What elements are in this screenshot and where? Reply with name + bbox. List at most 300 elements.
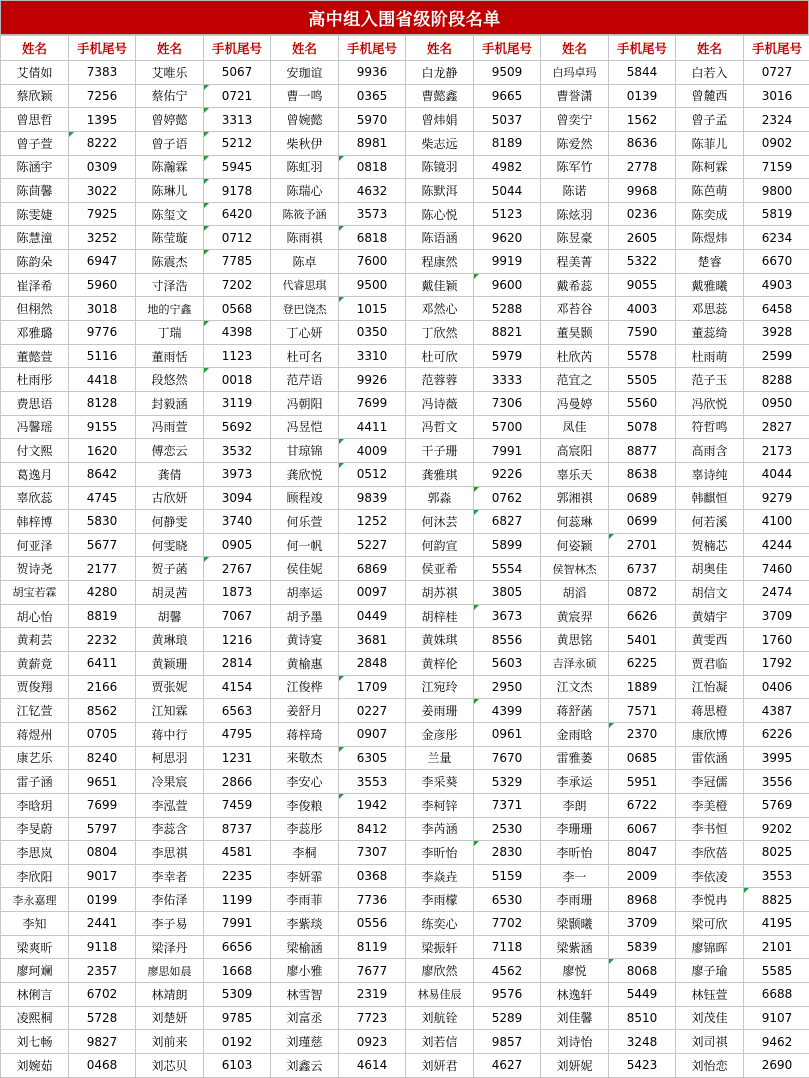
student-name-cell[interactable]: 陈玺文 [136, 202, 204, 226]
student-name-cell[interactable]: 蒋思橙 [676, 699, 744, 723]
phone-suffix-cell[interactable]: 7307 [339, 841, 406, 865]
phone-suffix-cell[interactable]: 5578 [609, 344, 676, 368]
phone-suffix-cell[interactable]: 8240 [69, 746, 136, 770]
student-name-cell[interactable]: 李美橙 [676, 793, 744, 817]
phone-suffix-cell[interactable]: 3928 [744, 321, 809, 345]
student-name-cell[interactable]: 黄榆惠 [271, 652, 339, 676]
phone-suffix-cell[interactable]: 8638 [609, 462, 676, 486]
student-name-cell[interactable]: 冯馨瑶 [1, 415, 69, 439]
student-name-cell[interactable]: 何雯晓 [136, 533, 204, 557]
student-name-cell[interactable]: 柴秋伊 [271, 131, 339, 155]
phone-suffix-cell[interactable]: 9226 [474, 462, 541, 486]
student-name-cell[interactable]: 陈炫羽 [541, 202, 609, 226]
phone-suffix-cell[interactable]: 5819 [744, 202, 809, 226]
student-name-cell[interactable]: 曾炜娟 [406, 108, 474, 132]
phone-suffix-cell[interactable]: 2166 [69, 675, 136, 699]
student-name-cell[interactable]: 江宛玲 [406, 675, 474, 699]
student-name-cell[interactable]: 董蕊绮 [676, 321, 744, 345]
student-name-cell[interactable]: 廖锦晖 [676, 935, 744, 959]
student-name-cell[interactable]: 黄颖珊 [136, 652, 204, 676]
phone-suffix-cell[interactable]: 2530 [474, 817, 541, 841]
student-name-cell[interactable]: 刘婉茹 [1, 1053, 69, 1077]
student-name-cell[interactable]: 李佑泽 [136, 888, 204, 912]
student-name-cell[interactable]: 李蕊彤 [271, 817, 339, 841]
phone-suffix-cell[interactable]: 6656 [204, 935, 271, 959]
student-name-cell[interactable]: 吉泽永硕 [541, 652, 609, 676]
phone-suffix-cell[interactable]: 8412 [339, 817, 406, 841]
phone-suffix-cell[interactable]: 1015 [339, 297, 406, 321]
phone-suffix-cell[interactable]: 8119 [339, 935, 406, 959]
phone-suffix-cell[interactable]: 5560 [609, 391, 676, 415]
student-name-cell[interactable]: 符哲鸣 [676, 415, 744, 439]
student-name-cell[interactable]: 冯诗薇 [406, 391, 474, 415]
student-name-cell[interactable]: 胡滔 [541, 581, 609, 605]
phone-suffix-cell[interactable]: 7202 [204, 273, 271, 297]
phone-suffix-cell[interactable]: 8510 [609, 1006, 676, 1030]
phone-suffix-cell[interactable]: 3553 [339, 770, 406, 794]
phone-suffix-cell[interactable]: 0350 [339, 321, 406, 345]
student-name-cell[interactable]: 胡心怡 [1, 604, 69, 628]
student-name-cell[interactable]: 登巴饶杰 [271, 297, 339, 321]
student-name-cell[interactable]: 刘前来 [136, 1030, 204, 1054]
student-name-cell[interactable]: 李冠儒 [676, 770, 744, 794]
phone-suffix-cell[interactable]: 9202 [744, 817, 809, 841]
phone-suffix-cell[interactable]: 6305 [339, 746, 406, 770]
student-name-cell[interactable]: 辜诗纯 [676, 462, 744, 486]
student-name-cell[interactable]: 李采葵 [406, 770, 474, 794]
student-name-cell[interactable]: 封毅涵 [136, 391, 204, 415]
phone-suffix-cell[interactable]: 0199 [69, 888, 136, 912]
phone-suffix-cell[interactable]: 8737 [204, 817, 271, 841]
phone-suffix-cell[interactable]: 2701 [609, 533, 676, 557]
student-name-cell[interactable]: 刘瑾慈 [271, 1030, 339, 1054]
student-name-cell[interactable]: 林逸轩 [541, 982, 609, 1006]
student-name-cell[interactable]: 黄莉芸 [1, 628, 69, 652]
phone-suffix-cell[interactable]: 7991 [474, 439, 541, 463]
student-name-cell[interactable]: 黄诗宴 [271, 628, 339, 652]
phone-suffix-cell[interactable]: 4244 [744, 533, 809, 557]
phone-suffix-cell[interactable]: 3709 [609, 912, 676, 936]
phone-suffix-cell[interactable]: 3119 [204, 391, 271, 415]
phone-suffix-cell[interactable]: 5322 [609, 250, 676, 274]
phone-suffix-cell[interactable]: 3022 [69, 179, 136, 203]
phone-suffix-cell[interactable]: 5769 [744, 793, 809, 817]
student-name-cell[interactable]: 冯朝阳 [271, 391, 339, 415]
phone-suffix-cell[interactable]: 0699 [609, 510, 676, 534]
student-name-cell[interactable]: 蒋舒菡 [541, 699, 609, 723]
student-name-cell[interactable]: 邓然心 [406, 297, 474, 321]
phone-suffix-cell[interactable]: 0556 [339, 912, 406, 936]
student-name-cell[interactable]: 陈琳儿 [136, 179, 204, 203]
student-name-cell[interactable]: 胡苏祺 [406, 581, 474, 605]
student-name-cell[interactable]: 郭湘祺 [541, 486, 609, 510]
phone-suffix-cell[interactable]: 0705 [69, 722, 136, 746]
phone-suffix-cell[interactable]: 3995 [744, 746, 809, 770]
student-name-cell[interactable]: 江钇萱 [1, 699, 69, 723]
phone-suffix-cell[interactable]: 9800 [744, 179, 809, 203]
student-name-cell[interactable]: 陈菲儿 [676, 131, 744, 155]
student-name-cell[interactable]: 陈慧潼 [1, 226, 69, 250]
student-name-cell[interactable]: 陈震杰 [136, 250, 204, 274]
phone-suffix-cell[interactable]: 6947 [69, 250, 136, 274]
student-name-cell[interactable]: 冷果宸 [136, 770, 204, 794]
phone-suffix-cell[interactable]: 2778 [609, 155, 676, 179]
phone-suffix-cell[interactable]: 1252 [339, 510, 406, 534]
phone-suffix-cell[interactable]: 3681 [339, 628, 406, 652]
student-name-cell[interactable]: 程康然 [406, 250, 474, 274]
student-name-cell[interactable]: 何蕊琳 [541, 510, 609, 534]
student-name-cell[interactable]: 曾婉懿 [271, 108, 339, 132]
student-name-cell[interactable]: 蒋中行 [136, 722, 204, 746]
phone-suffix-cell[interactable]: 9776 [69, 321, 136, 345]
student-name-cell[interactable]: 何乐萱 [271, 510, 339, 534]
student-name-cell[interactable]: 贾君临 [676, 652, 744, 676]
phone-suffix-cell[interactable]: 2848 [339, 652, 406, 676]
phone-suffix-cell[interactable]: 2950 [474, 675, 541, 699]
student-name-cell[interactable]: 柴志远 [406, 131, 474, 155]
phone-suffix-cell[interactable]: 5839 [609, 935, 676, 959]
student-name-cell[interactable]: 陈卓 [271, 250, 339, 274]
student-name-cell[interactable]: 曹一鸣 [271, 84, 339, 108]
student-name-cell[interactable]: 蒋梓琦 [271, 722, 339, 746]
student-name-cell[interactable]: 陈韵朵 [1, 250, 69, 274]
student-name-cell[interactable]: 廖欣然 [406, 959, 474, 983]
phone-suffix-cell[interactable]: 3532 [204, 439, 271, 463]
phone-suffix-cell[interactable]: 1889 [609, 675, 676, 699]
phone-suffix-cell[interactable]: 6688 [744, 982, 809, 1006]
student-name-cell[interactable]: 戴希蕊 [541, 273, 609, 297]
phone-suffix-cell[interactable]: 5830 [69, 510, 136, 534]
student-name-cell[interactable]: 侯佳妮 [271, 557, 339, 581]
phone-suffix-cell[interactable]: 8128 [69, 391, 136, 415]
phone-suffix-cell[interactable]: 8636 [609, 131, 676, 155]
student-name-cell[interactable]: 陈爱然 [541, 131, 609, 155]
phone-suffix-cell[interactable]: 2814 [204, 652, 271, 676]
student-name-cell[interactable]: 来敬杰 [271, 746, 339, 770]
student-name-cell[interactable]: 曾婷懿 [136, 108, 204, 132]
phone-suffix-cell[interactable]: 5505 [609, 368, 676, 392]
student-name-cell[interactable]: 梁可欣 [676, 912, 744, 936]
phone-suffix-cell[interactable]: 5227 [339, 533, 406, 557]
phone-suffix-cell[interactable]: 6869 [339, 557, 406, 581]
student-name-cell[interactable]: 高宸阳 [541, 439, 609, 463]
phone-suffix-cell[interactable]: 0727 [744, 61, 809, 85]
student-name-cell[interactable]: 贺子菡 [136, 557, 204, 581]
student-name-cell[interactable]: 董懿萱 [1, 344, 69, 368]
phone-suffix-cell[interactable]: 3805 [474, 581, 541, 605]
student-name-cell[interactable]: 李泓萱 [136, 793, 204, 817]
student-name-cell[interactable]: 何亚泽 [1, 533, 69, 557]
phone-suffix-cell[interactable]: 0689 [609, 486, 676, 510]
phone-suffix-cell[interactable]: 6827 [474, 510, 541, 534]
phone-suffix-cell[interactable]: 6226 [744, 722, 809, 746]
phone-suffix-cell[interactable]: 7460 [744, 557, 809, 581]
student-name-cell[interactable]: 曾子孟 [676, 108, 744, 132]
phone-suffix-cell[interactable]: 9919 [474, 250, 541, 274]
student-name-cell[interactable]: 姜舒月 [271, 699, 339, 723]
student-name-cell[interactable]: 陈昱豪 [541, 226, 609, 250]
student-name-cell[interactable]: 葛逸月 [1, 462, 69, 486]
student-name-cell[interactable]: 白龙静 [406, 61, 474, 85]
phone-suffix-cell[interactable]: 5945 [204, 155, 271, 179]
phone-suffix-cell[interactable]: 6411 [69, 652, 136, 676]
student-name-cell[interactable]: 郭淼 [406, 486, 474, 510]
student-name-cell[interactable]: 胡灵茜 [136, 581, 204, 605]
student-name-cell[interactable]: 梁爽昕 [1, 935, 69, 959]
student-name-cell[interactable]: 范芹语 [271, 368, 339, 392]
student-name-cell[interactable]: 林雪智 [271, 982, 339, 1006]
phone-suffix-cell[interactable]: 3310 [339, 344, 406, 368]
phone-suffix-cell[interactable]: 1199 [204, 888, 271, 912]
student-name-cell[interactable]: 曾麓西 [676, 84, 744, 108]
phone-suffix-cell[interactable]: 4044 [744, 462, 809, 486]
phone-suffix-cell[interactable]: 5116 [69, 344, 136, 368]
phone-suffix-cell[interactable]: 9857 [474, 1030, 541, 1054]
phone-suffix-cell[interactable]: 6563 [204, 699, 271, 723]
student-name-cell[interactable]: 刘妍君 [406, 1053, 474, 1077]
student-name-cell[interactable]: 何韵宣 [406, 533, 474, 557]
student-name-cell[interactable]: 李思岚 [1, 841, 69, 865]
phone-suffix-cell[interactable]: 3973 [204, 462, 271, 486]
phone-suffix-cell[interactable]: 4195 [744, 912, 809, 936]
phone-suffix-cell[interactable]: 2599 [744, 344, 809, 368]
student-name-cell[interactable]: 廖小雅 [271, 959, 339, 983]
student-name-cell[interactable]: 李思祺 [136, 841, 204, 865]
phone-suffix-cell[interactable]: 0950 [744, 391, 809, 415]
phone-suffix-cell[interactable]: 6702 [69, 982, 136, 1006]
phone-suffix-cell[interactable]: 1216 [204, 628, 271, 652]
student-name-cell[interactable]: 陈茴馨 [1, 179, 69, 203]
student-name-cell[interactable]: 董雨恬 [136, 344, 204, 368]
student-name-cell[interactable]: 黄婧宇 [676, 604, 744, 628]
phone-suffix-cell[interactable]: 9509 [474, 61, 541, 85]
student-name-cell[interactable]: 贺楠芯 [676, 533, 744, 557]
student-name-cell[interactable]: 曾子语 [136, 131, 204, 155]
phone-suffix-cell[interactable]: 5289 [474, 1006, 541, 1030]
phone-suffix-cell[interactable]: 8189 [474, 131, 541, 155]
phone-suffix-cell[interactable]: 2324 [744, 108, 809, 132]
student-name-cell[interactable]: 安珈谊 [271, 61, 339, 85]
phone-suffix-cell[interactable]: 2235 [204, 864, 271, 888]
student-name-cell[interactable]: 梁振轩 [406, 935, 474, 959]
student-name-cell[interactable]: 陈军竹 [541, 155, 609, 179]
student-name-cell[interactable]: 李承运 [541, 770, 609, 794]
student-name-cell[interactable]: 古欣妍 [136, 486, 204, 510]
student-name-cell[interactable]: 杜可名 [271, 344, 339, 368]
phone-suffix-cell[interactable]: 8562 [69, 699, 136, 723]
student-name-cell[interactable]: 李芮涵 [406, 817, 474, 841]
phone-suffix-cell[interactable]: 7590 [609, 321, 676, 345]
student-name-cell[interactable]: 李雨珊 [541, 888, 609, 912]
phone-suffix-cell[interactable]: 9620 [474, 226, 541, 250]
student-name-cell[interactable]: 梁紫涵 [541, 935, 609, 959]
phone-suffix-cell[interactable]: 8642 [69, 462, 136, 486]
student-name-cell[interactable]: 杜雨萌 [676, 344, 744, 368]
student-name-cell[interactable]: 韩麒恒 [676, 486, 744, 510]
student-name-cell[interactable]: 邓思蕊 [676, 297, 744, 321]
student-name-cell[interactable]: 雷雅萎 [541, 746, 609, 770]
phone-suffix-cell[interactable]: 7383 [69, 61, 136, 85]
student-name-cell[interactable]: 林易佳辰 [406, 982, 474, 1006]
phone-suffix-cell[interactable]: 4581 [204, 841, 271, 865]
student-name-cell[interactable]: 丁心妍 [271, 321, 339, 345]
phone-suffix-cell[interactable]: 9462 [744, 1030, 809, 1054]
phone-suffix-cell[interactable]: 7670 [474, 746, 541, 770]
student-name-cell[interactable]: 杜雨彤 [1, 368, 69, 392]
phone-suffix-cell[interactable]: 3709 [744, 604, 809, 628]
phone-suffix-cell[interactable]: 5123 [474, 202, 541, 226]
phone-suffix-cell[interactable]: 0685 [609, 746, 676, 770]
phone-suffix-cell[interactable]: 3556 [744, 770, 809, 794]
student-name-cell[interactable]: 李悦冉 [676, 888, 744, 912]
student-name-cell[interactable]: 曾思哲 [1, 108, 69, 132]
student-name-cell[interactable]: 胡率运 [271, 581, 339, 605]
student-name-cell[interactable]: 丁欣然 [406, 321, 474, 345]
phone-suffix-cell[interactable]: 6626 [609, 604, 676, 628]
phone-suffix-cell[interactable]: 8068 [609, 959, 676, 983]
phone-suffix-cell[interactable]: 5159 [474, 864, 541, 888]
student-name-cell[interactable]: 蔡欣颖 [1, 84, 69, 108]
phone-suffix-cell[interactable]: 2827 [744, 415, 809, 439]
phone-suffix-cell[interactable]: 6234 [744, 226, 809, 250]
student-name-cell[interactable]: 李永嘉理 [1, 888, 69, 912]
student-name-cell[interactable]: 陈柯霖 [676, 155, 744, 179]
phone-suffix-cell[interactable]: 7600 [339, 250, 406, 274]
student-name-cell[interactable]: 龚欣悦 [271, 462, 339, 486]
phone-suffix-cell[interactable]: 7785 [204, 250, 271, 274]
phone-suffix-cell[interactable]: 3018 [69, 297, 136, 321]
phone-suffix-cell[interactable]: 4154 [204, 675, 271, 699]
student-name-cell[interactable]: 寸泽浩 [136, 273, 204, 297]
phone-suffix-cell[interactable]: 5979 [474, 344, 541, 368]
student-name-cell[interactable]: 顾程竣 [271, 486, 339, 510]
student-name-cell[interactable]: 李珊珊 [541, 817, 609, 841]
phone-suffix-cell[interactable]: 1709 [339, 675, 406, 699]
phone-suffix-cell[interactable]: 3333 [474, 368, 541, 392]
student-name-cell[interactable]: 冯雨萱 [136, 415, 204, 439]
student-name-cell[interactable]: 蔡佑宁 [136, 84, 204, 108]
student-name-cell[interactable]: 黄雯西 [676, 628, 744, 652]
student-name-cell[interactable]: 何静雯 [136, 510, 204, 534]
phone-suffix-cell[interactable]: 7067 [204, 604, 271, 628]
phone-suffix-cell[interactable]: 4982 [474, 155, 541, 179]
student-name-cell[interactable]: 李书恒 [676, 817, 744, 841]
phone-suffix-cell[interactable]: 4009 [339, 439, 406, 463]
student-name-cell[interactable]: 兰量 [406, 746, 474, 770]
phone-suffix-cell[interactable]: 7677 [339, 959, 406, 983]
phone-suffix-cell[interactable]: 0236 [609, 202, 676, 226]
phone-suffix-cell[interactable]: 2474 [744, 581, 809, 605]
phone-suffix-cell[interactable]: 4100 [744, 510, 809, 534]
phone-suffix-cell[interactable]: 4411 [339, 415, 406, 439]
student-name-cell[interactable]: 胡馨 [136, 604, 204, 628]
phone-suffix-cell[interactable]: 6737 [609, 557, 676, 581]
phone-suffix-cell[interactable]: 5554 [474, 557, 541, 581]
phone-suffix-cell[interactable]: 6818 [339, 226, 406, 250]
student-name-cell[interactable]: 陈雯婕 [1, 202, 69, 226]
phone-suffix-cell[interactable]: 5044 [474, 179, 541, 203]
phone-suffix-cell[interactable]: 1562 [609, 108, 676, 132]
phone-suffix-cell[interactable]: 9576 [474, 982, 541, 1006]
student-name-cell[interactable]: 蒋煜州 [1, 722, 69, 746]
student-name-cell[interactable]: 冯曼婷 [541, 391, 609, 415]
phone-suffix-cell[interactable]: 0139 [609, 84, 676, 108]
student-name-cell[interactable]: 邓雅璐 [1, 321, 69, 345]
phone-suffix-cell[interactable]: 7159 [744, 155, 809, 179]
student-name-cell[interactable]: 胡梓桂 [406, 604, 474, 628]
phone-suffix-cell[interactable]: 9178 [204, 179, 271, 203]
student-name-cell[interactable]: 杜可欣 [406, 344, 474, 368]
phone-suffix-cell[interactable]: 2173 [744, 439, 809, 463]
student-name-cell[interactable]: 陈心悦 [406, 202, 474, 226]
phone-suffix-cell[interactable]: 4387 [744, 699, 809, 723]
student-name-cell[interactable]: 林俐言 [1, 982, 69, 1006]
student-name-cell[interactable]: 李俊粮 [271, 793, 339, 817]
student-name-cell[interactable]: 李幸者 [136, 864, 204, 888]
student-name-cell[interactable]: 李妍霏 [271, 864, 339, 888]
student-name-cell[interactable]: 白若入 [676, 61, 744, 85]
phone-suffix-cell[interactable]: 5951 [609, 770, 676, 794]
student-name-cell[interactable]: 练奕心 [406, 912, 474, 936]
student-name-cell[interactable]: 丁瑞 [136, 321, 204, 345]
phone-suffix-cell[interactable]: 9017 [69, 864, 136, 888]
phone-suffix-cell[interactable]: 9785 [204, 1006, 271, 1030]
phone-suffix-cell[interactable]: 8047 [609, 841, 676, 865]
student-name-cell[interactable]: 干子珊 [406, 439, 474, 463]
phone-suffix-cell[interactable]: 2177 [69, 557, 136, 581]
student-name-cell[interactable]: 辜欣蕊 [1, 486, 69, 510]
student-name-cell[interactable]: 刘佳馨 [541, 1006, 609, 1030]
student-name-cell[interactable]: 康艺乐 [1, 746, 69, 770]
student-name-cell[interactable]: 李柯锌 [406, 793, 474, 817]
student-name-cell[interactable]: 廖思如晨 [136, 959, 204, 983]
student-name-cell[interactable]: 戴佳颖 [406, 273, 474, 297]
student-name-cell[interactable]: 梁颢曦 [541, 912, 609, 936]
student-name-cell[interactable]: 江文杰 [541, 675, 609, 699]
student-name-cell[interactable]: 范宜之 [541, 368, 609, 392]
student-name-cell[interactable]: 李蕊含 [136, 817, 204, 841]
student-name-cell[interactable]: 陈镜羽 [406, 155, 474, 179]
student-name-cell[interactable]: 代睿思琪 [271, 273, 339, 297]
phone-suffix-cell[interactable]: 5423 [609, 1053, 676, 1077]
phone-suffix-cell[interactable]: 0568 [204, 297, 271, 321]
phone-suffix-cell[interactable]: 7736 [339, 888, 406, 912]
student-name-cell[interactable]: 黄思铭 [541, 628, 609, 652]
phone-suffix-cell[interactable]: 7256 [69, 84, 136, 108]
phone-suffix-cell[interactable]: 5970 [339, 108, 406, 132]
student-name-cell[interactable]: 金彦彤 [406, 722, 474, 746]
student-name-cell[interactable]: 范蓉蓉 [406, 368, 474, 392]
phone-suffix-cell[interactable]: 6722 [609, 793, 676, 817]
phone-suffix-cell[interactable]: 1760 [744, 628, 809, 652]
phone-suffix-cell[interactable]: 1620 [69, 439, 136, 463]
phone-suffix-cell[interactable]: 0512 [339, 462, 406, 486]
phone-suffix-cell[interactable]: 5585 [744, 959, 809, 983]
student-name-cell[interactable]: 胡信文 [676, 581, 744, 605]
student-name-cell[interactable]: 凌熙桐 [1, 1006, 69, 1030]
student-name-cell[interactable]: 董昊颢 [541, 321, 609, 345]
phone-suffix-cell[interactable]: 3673 [474, 604, 541, 628]
phone-suffix-cell[interactable]: 0309 [69, 155, 136, 179]
student-name-cell[interactable]: 李雨檬 [406, 888, 474, 912]
student-name-cell[interactable]: 楚睿 [676, 250, 744, 274]
student-name-cell[interactable]: 何一帆 [271, 533, 339, 557]
phone-suffix-cell[interactable]: 5309 [204, 982, 271, 1006]
phone-suffix-cell[interactable]: 2009 [609, 864, 676, 888]
phone-suffix-cell[interactable]: 3740 [204, 510, 271, 534]
student-name-cell[interactable]: 李旻蔚 [1, 817, 69, 841]
phone-suffix-cell[interactable]: 7723 [339, 1006, 406, 1030]
